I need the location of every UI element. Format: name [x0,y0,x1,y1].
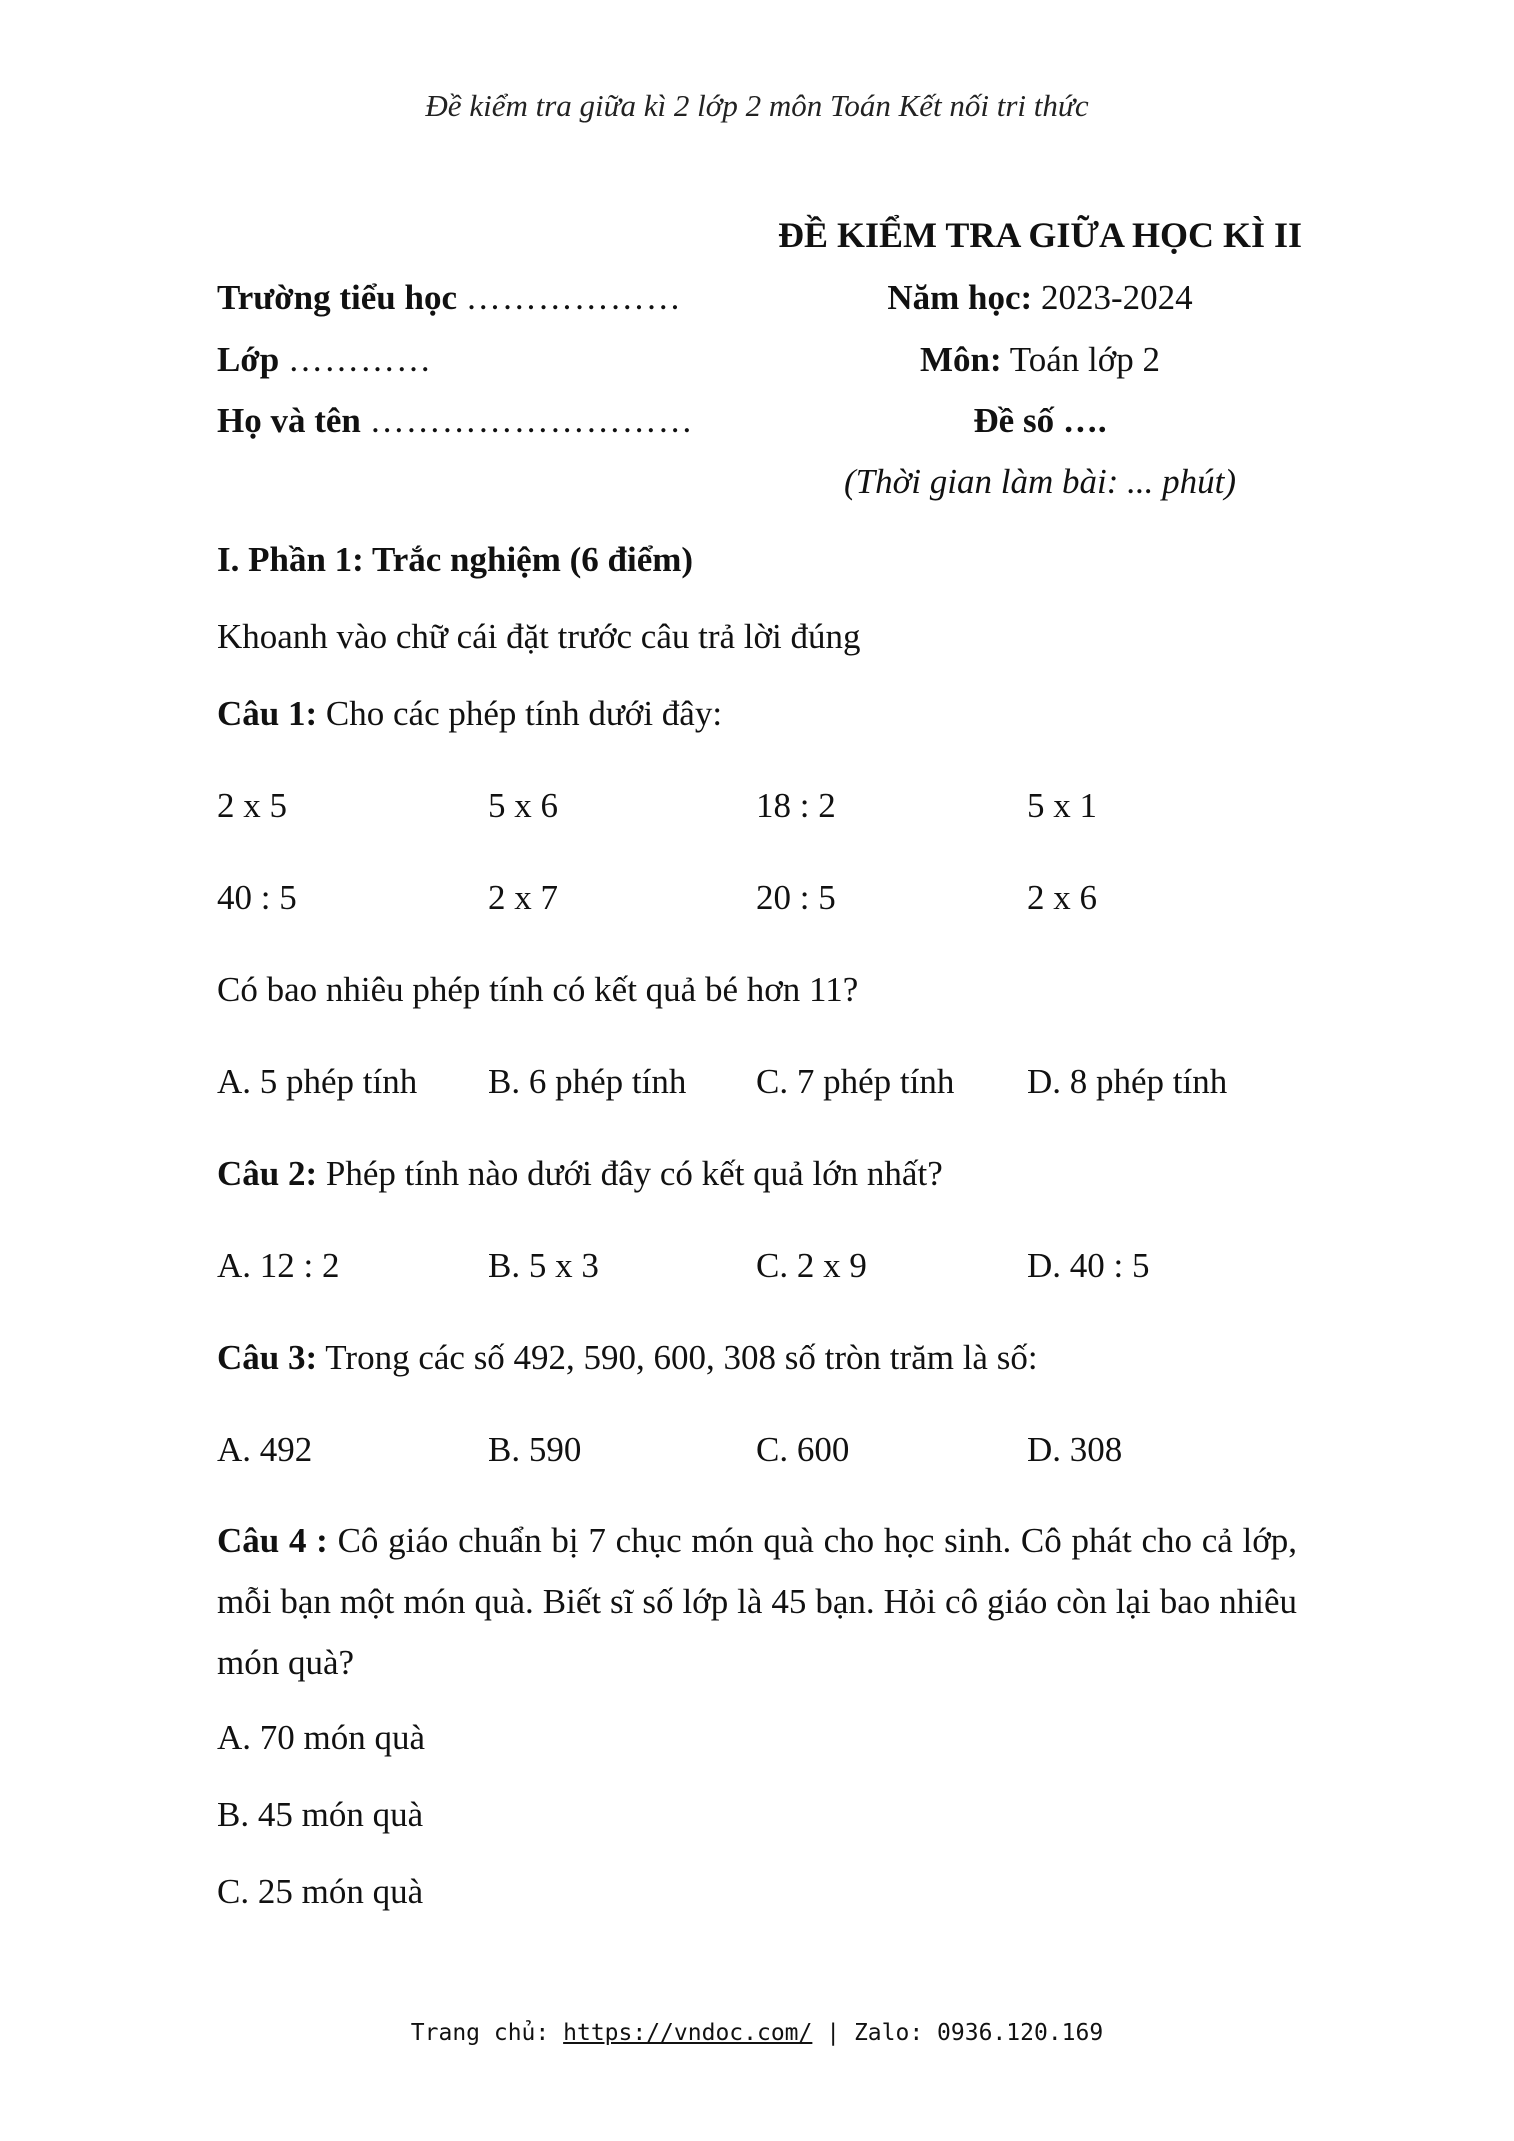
class-label: Lớp [217,340,280,379]
footer-home-label: Trang chủ: [410,2020,550,2046]
page-footer [0,2020,1514,2046]
q1-expression: 40 : 5 [217,878,297,917]
exam-title: ĐỀ KIỂM TRA GIỮA HỌC KÌ II [777,215,1303,255]
q4-option-c[interactable]: C. 25 món quà [217,1872,424,1911]
page-header-note: Đề kiểm tra giữa kì 2 lớp 2 môn Toán Kết nối tri thức [425,88,1089,123]
q1-expression: 5 x 6 [488,786,558,825]
question-1-subquestion: Có bao nhiêu phép tính có kết quả bé hơn 11? [217,970,859,1009]
class-blank: ………… [287,340,432,379]
school-year-label: Năm học: [887,278,1033,317]
question-3-text: Trong các số 492, 590, 600, 308 số tròn trăm là số: [325,1338,1038,1377]
q1-option-d[interactable]: D. 8 phép tính [1027,1062,1228,1101]
q2-option-d[interactable]: D. 40 : 5 [1027,1246,1150,1285]
q1-expression: 18 : 2 [756,786,836,825]
question-4 [217,1510,1297,1693]
q3-option-c[interactable]: C. 600 [756,1430,850,1469]
part1-heading: I. Phần 1: Trắc nghiệm (6 điểm) [217,540,694,579]
question-4-text: Cô giáo chuẩn bị 7 chục món quà cho học sinh. Cô phát cho cả lớp, mỗi bạn một món quà. Biết sĩ số lớp là 45 bạn. Hỏi cô giáo còn lại bao nhiêu món quà? [217,1521,1297,1682]
footer-zalo: Zalo: 0936.120.169 [853,2020,1104,2046]
q2-option-a[interactable]: A. 12 : 2 [217,1246,340,1285]
q1-option-b[interactable]: B. 6 phép tính [488,1062,687,1101]
school-year-line [760,278,1320,318]
part1-instruction: Khoanh vào chữ cái đặt trước câu trả lời đúng [217,617,861,656]
q3-option-b[interactable]: B. 590 [488,1430,582,1469]
q3-option-d[interactable]: D. 308 [1027,1430,1123,1469]
time-note: (Thời gian làm bài: ... phút) [843,462,1236,501]
school-label: Trường tiểu học [217,278,458,317]
q1-option-c[interactable]: C. 7 phép tính [756,1062,955,1101]
q4-option-b[interactable]: B. 45 món quà [217,1795,424,1834]
q3-option-a[interactable]: A. 492 [217,1430,313,1469]
subject-value: Toán lớp 2 [1009,340,1160,379]
school-blank: ……………… [465,278,682,317]
name-label: Họ và tên [217,401,361,440]
question-3 [217,1338,1038,1378]
class-line [217,340,432,380]
q1-expression: 2 x 6 [1027,878,1097,917]
q2-option-b[interactable]: B. 5 x 3 [488,1246,599,1285]
exam-number-line [760,401,1320,441]
q1-option-a[interactable]: A. 5 phép tính [217,1062,418,1101]
question-2-label: Câu 2: [217,1154,318,1193]
school-line [217,278,682,318]
question-3-label: Câu 3: [217,1338,318,1377]
footer-home-link[interactable]: https://vndoc.com/ [563,2020,813,2046]
question-2 [217,1154,943,1194]
name-blank: ……………………… [369,401,694,440]
question-2-text: Phép tính nào dưới đây có kết quả lớn nhất? [325,1154,943,1193]
subject-line [760,340,1320,380]
school-year-value: 2023-2024 [1040,278,1193,317]
question-1-label: Câu 1: [217,694,318,733]
name-line [217,401,694,441]
q1-expression: 2 x 7 [488,878,558,917]
q4-option-a[interactable]: A. 70 món quà [217,1718,426,1757]
subject-label: Môn: [920,340,1002,379]
question-1-text: Cho các phép tính dưới đây: [325,694,723,733]
exam-number: Đề số …. [973,401,1107,440]
footer-separator: | [826,2020,841,2046]
q1-expression: 20 : 5 [756,878,836,917]
q1-expression: 2 x 5 [217,786,287,825]
question-4-label: Câu 4 : [217,1521,328,1560]
q1-expression: 5 x 1 [1027,786,1097,825]
question-1 [217,694,722,734]
q2-option-c[interactable]: C. 2 x 9 [756,1246,867,1285]
